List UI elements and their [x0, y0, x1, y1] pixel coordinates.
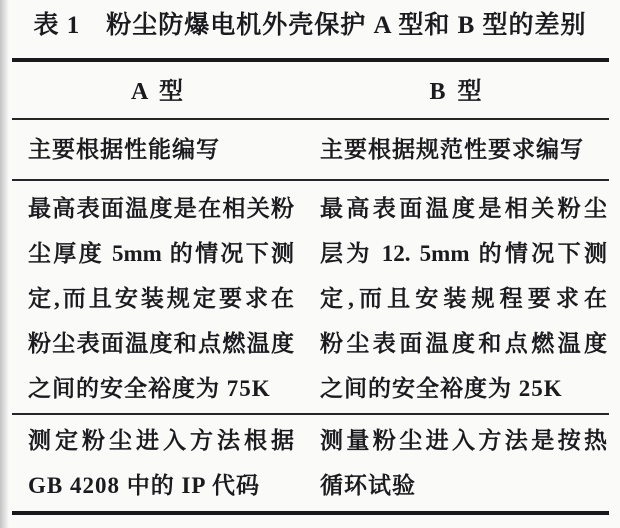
cell-line: 主要根据性能编写	[28, 137, 220, 162]
cell-line: 最高表面温度是相关粉尘	[320, 196, 607, 221]
column-header-type-a: A 型	[130, 79, 186, 105]
cell-line: GB 4208 中的 IP 代码	[28, 473, 260, 498]
row2-divider-rule	[12, 413, 609, 415]
table-bottom-rule	[12, 511, 609, 515]
cell-line: 测量粉尘进入方法是按热	[320, 428, 607, 453]
cell-line: 尘厚度 5mm 的情况下测	[28, 241, 294, 266]
cell-line: 之间的安全裕度为 25K	[320, 376, 563, 401]
cell-line: 粉尘表面温度和点燃温度	[28, 331, 294, 356]
cell-line: 粉尘表面温度和点燃温度	[320, 331, 607, 356]
table-cell-row2-type-a	[28, 186, 294, 411]
table-caption: 表 1 粉尘防爆电机外壳保护 A 型和 B 型的差别	[33, 12, 587, 39]
table-top-rule	[12, 58, 609, 62]
table-cell-row2-type-b	[320, 186, 607, 411]
table-cell-row3-type-a	[28, 418, 294, 508]
table-cell-row1-type-b	[320, 127, 607, 172]
scan-edge-shadow	[0, 0, 9, 528]
cell-line: 定,而且安装规程要求在	[320, 286, 607, 311]
table-cell-row3-type-b	[320, 418, 607, 508]
cell-line: 层为 12. 5mm 的情况下测	[320, 241, 607, 266]
cell-line: 测定粉尘进入方法根据	[28, 428, 294, 453]
cell-line: 主要根据规范性要求编写	[320, 137, 584, 162]
cell-line: 最高表面温度是在相关粉	[28, 196, 294, 221]
table-cell-row1-type-a	[28, 127, 294, 172]
cell-line: 循环试验	[320, 473, 416, 498]
column-header-type-b: B 型	[429, 79, 485, 105]
cell-line: 之间的安全裕度为 75K	[28, 376, 271, 401]
cell-line: 定,而且安装规定要求在	[28, 286, 294, 311]
row1-divider-rule	[12, 179, 609, 181]
header-divider-rule	[12, 118, 609, 120]
